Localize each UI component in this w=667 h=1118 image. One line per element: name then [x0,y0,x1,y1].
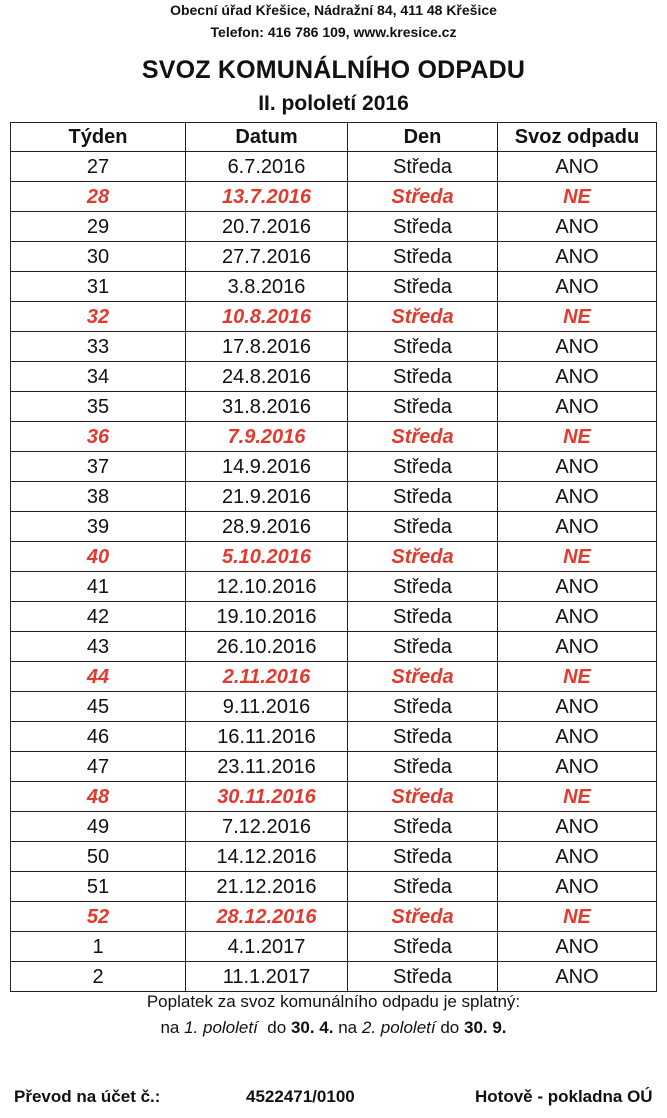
table-row [11,482,657,512]
date-cell: 6.7.2016 [186,152,348,182]
pickup-cell: ANO [498,692,657,722]
office-contact: Telefon: 416 786 109, www.kresice.cz [210,24,457,40]
week-cell: 43 [11,632,186,662]
column-header-day: Den [348,123,498,152]
table-row [11,842,657,872]
date-cell: 7.9.2016 [186,422,348,452]
week-cell: 40 [11,542,186,572]
day-cell: Středa [348,842,498,872]
column-header-date: Datum [186,123,348,152]
week-cell: 32 [11,302,186,332]
date-cell: 12.10.2016 [186,572,348,602]
collection-schedule-table [10,122,657,992]
office-address: Obecní úřad Křešice, Nádražní 84, 411 48 Křešice [170,2,497,18]
week-cell: 45 [11,692,186,722]
day-cell: Středa [348,602,498,632]
table-row [11,302,657,332]
week-cell: 52 [11,902,186,932]
table-row [11,542,657,572]
pickup-cell: ANO [498,872,657,902]
page-title: SVOZ KOMUNÁLNÍHO ODPADU [141,56,526,84]
transfer-label: Převod na účet č.: [14,1087,161,1106]
table-header-row [11,123,657,152]
day-cell: Středa [348,662,498,692]
pickup-cell: NE [498,782,657,812]
day-cell: Středa [348,932,498,962]
week-cell: 1 [11,932,186,962]
pickup-cell: ANO [498,932,657,962]
fee-deadlines [0,1018,667,1038]
table-row [11,602,657,632]
table-row [11,872,657,902]
day-cell: Středa [348,242,498,272]
table-row [11,152,657,182]
pickup-cell: ANO [498,272,657,302]
week-cell: 28 [11,182,186,212]
day-cell: Středa [348,482,498,512]
week-cell: 37 [11,452,186,482]
pickup-cell: ANO [498,452,657,482]
table-row [11,332,657,362]
date-cell: 14.12.2016 [186,842,348,872]
pickup-cell: ANO [498,482,657,512]
week-cell: 46 [11,722,186,752]
table-row [11,242,657,272]
pickup-cell: ANO [498,152,657,182]
bank-account-number: 4522471/0100 [246,1087,355,1106]
date-cell: 13.7.2016 [186,182,348,212]
week-cell: 2 [11,962,186,992]
week-cell: 27 [11,152,186,182]
fee-prefix: na [160,1018,180,1037]
day-cell: Středa [348,902,498,932]
table-row [11,272,657,302]
date-cell: 26.10.2016 [186,632,348,662]
pickup-cell: NE [498,422,657,452]
date-cell: 9.11.2016 [186,692,348,722]
fee-term-2: 2. pololetí [361,1018,436,1037]
week-cell: 47 [11,752,186,782]
day-cell: Středa [348,692,498,722]
day-cell: Středa [348,752,498,782]
week-cell: 41 [11,572,186,602]
table-row [11,392,657,422]
table-row [11,212,657,242]
fee-note: Poplatek za svoz komunálního odpadu je splatný: [146,992,521,1011]
week-cell: 31 [11,272,186,302]
date-cell: 24.8.2016 [186,362,348,392]
day-cell: Středa [348,302,498,332]
table-row [11,632,657,662]
date-cell: 19.10.2016 [186,602,348,632]
table-row [11,692,657,722]
day-cell: Středa [348,542,498,572]
date-cell: 31.8.2016 [186,392,348,422]
table-row [11,512,657,542]
pickup-cell: ANO [498,212,657,242]
day-cell: Středa [348,182,498,212]
table-row [11,902,657,932]
day-cell: Středa [348,332,498,362]
week-cell: 51 [11,872,186,902]
day-cell: Středa [348,362,498,392]
day-cell: Středa [348,572,498,602]
week-cell: 48 [11,782,186,812]
day-cell: Středa [348,152,498,182]
week-cell: 39 [11,512,186,542]
week-cell: 38 [11,482,186,512]
date-cell: 28.9.2016 [186,512,348,542]
week-cell: 30 [11,242,186,272]
pickup-cell: ANO [498,812,657,842]
cash-payment-info: Hotově - pokladna OÚ [475,1087,653,1106]
pickup-cell: ANO [498,752,657,782]
date-cell: 17.8.2016 [186,332,348,362]
date-cell: 28.12.2016 [186,902,348,932]
week-cell: 49 [11,812,186,842]
table-row [11,722,657,752]
pickup-cell: ANO [498,632,657,662]
pickup-cell: ANO [498,572,657,602]
date-cell: 21.9.2016 [186,482,348,512]
table-row [11,962,657,992]
fee-to-2: do [440,1018,460,1037]
week-cell: 33 [11,332,186,362]
date-cell: 27.7.2016 [186,242,348,272]
day-cell: Středa [348,782,498,812]
date-cell: 20.7.2016 [186,212,348,242]
week-cell: 36 [11,422,186,452]
day-cell: Středa [348,452,498,482]
table-row [11,662,657,692]
day-cell: Středa [348,872,498,902]
day-cell: Středa [348,722,498,752]
week-cell: 35 [11,392,186,422]
day-cell: Středa [348,272,498,302]
date-cell: 5.10.2016 [186,542,348,572]
day-cell: Středa [348,962,498,992]
pickup-cell: NE [498,302,657,332]
pickup-cell: ANO [498,362,657,392]
pickup-cell: ANO [498,512,657,542]
date-cell: 30.11.2016 [186,782,348,812]
date-cell: 14.9.2016 [186,452,348,482]
pickup-cell: NE [498,542,657,572]
day-cell: Středa [348,512,498,542]
fee-date-2: 30. 9. [464,1018,507,1037]
column-header-pickup: Svoz odpadu [498,123,657,152]
day-cell: Středa [348,422,498,452]
day-cell: Středa [348,632,498,662]
date-cell: 16.11.2016 [186,722,348,752]
day-cell: Středa [348,392,498,422]
table-row [11,932,657,962]
date-cell: 7.12.2016 [186,812,348,842]
pickup-cell: NE [498,662,657,692]
pickup-cell: ANO [498,332,657,362]
day-cell: Středa [348,812,498,842]
table-row [11,182,657,212]
week-cell: 42 [11,602,186,632]
pickup-cell: NE [498,182,657,212]
date-cell: 21.12.2016 [186,872,348,902]
date-cell: 10.8.2016 [186,302,348,332]
day-cell: Středa [348,212,498,242]
page-subtitle: II. pololetí 2016 [258,92,409,115]
fee-mid: na [338,1018,358,1037]
fee-to-1: do [267,1018,287,1037]
table-row [11,422,657,452]
date-cell: 3.8.2016 [186,272,348,302]
column-header-week: Týden [11,123,186,152]
date-cell: 11.1.2017 [186,962,348,992]
week-cell: 50 [11,842,186,872]
pickup-cell: ANO [498,962,657,992]
date-cell: 4.1.2017 [186,932,348,962]
table-row [11,362,657,392]
date-cell: 2.11.2016 [186,662,348,692]
table-row [11,812,657,842]
pickup-cell: ANO [498,842,657,872]
fee-term-1: 1. pololetí [184,1018,258,1037]
pickup-cell: ANO [498,722,657,752]
table-body [11,152,657,992]
week-cell: 34 [11,362,186,392]
week-cell: 44 [11,662,186,692]
table-row [11,452,657,482]
table-row [11,572,657,602]
fee-date-1: 30. 4. [290,1018,334,1037]
pickup-cell: ANO [498,602,657,632]
table-row [11,752,657,782]
pickup-cell: ANO [498,242,657,272]
week-cell: 29 [11,212,186,242]
date-cell: 23.11.2016 [186,752,348,782]
table-row [11,782,657,812]
pickup-cell: NE [498,902,657,932]
pickup-cell: ANO [498,392,657,422]
